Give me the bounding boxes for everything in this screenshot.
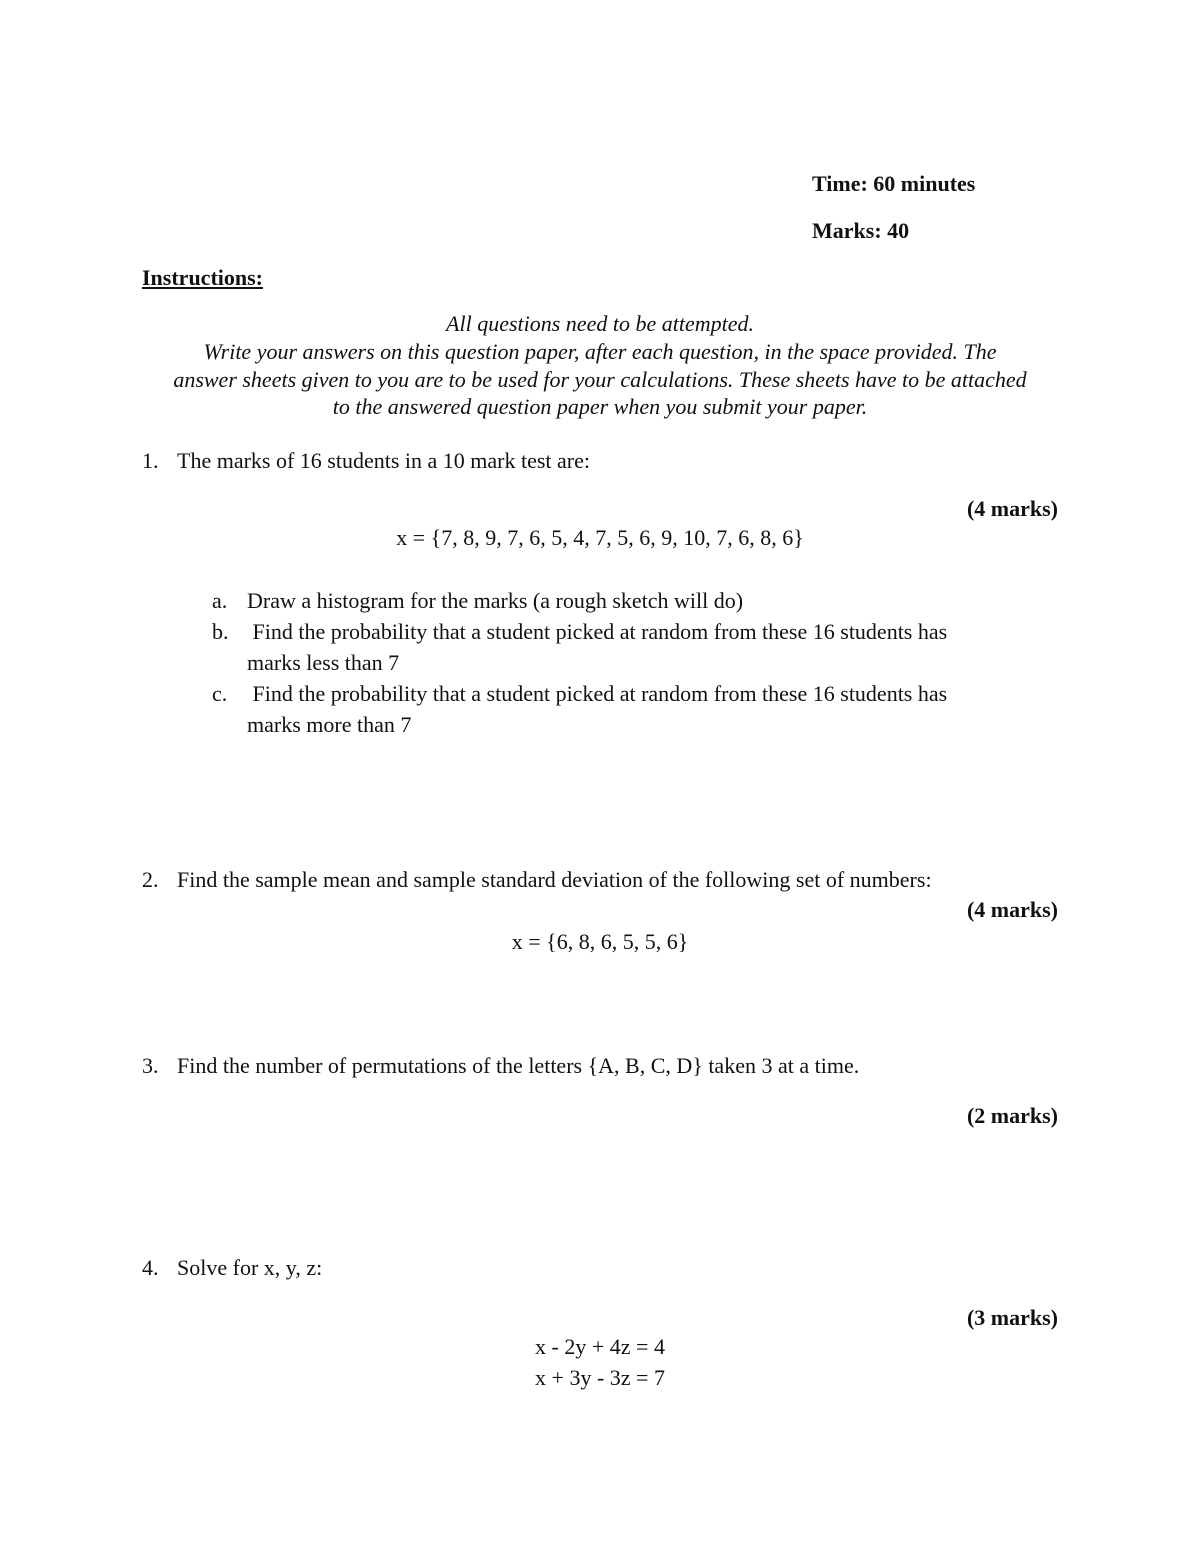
question-1-part-a-text: Draw a histogram for the marks (a rough sketch will do)	[247, 588, 744, 613]
question-4-equation-2: x + 3y - 3z = 7	[535, 1365, 665, 1390]
question-4-equation-1: x - 2y + 4z = 4	[535, 1334, 665, 1359]
instructions-heading: Instructions:	[142, 265, 264, 290]
question-1-part-a-letter: a.	[212, 588, 228, 613]
instruction-line: answer sheets given to you are to be used for your calculations. These sheets have to be attached	[173, 367, 1027, 392]
question-3-marks: (2 marks)	[966, 1103, 1058, 1128]
question-3-text: Find the number of permutations of the letters {A, B, C, D} taken 3 at a time.	[177, 1053, 860, 1078]
question-1-part-c-text-cont: marks more than 7	[247, 712, 412, 737]
time-label: Time: 60 minutes	[812, 171, 976, 196]
total-marks-label: Marks: 40	[812, 218, 910, 243]
question-1-part-c-letter: c.	[212, 681, 228, 706]
question-2-marks: (4 marks)	[966, 897, 1058, 922]
question-1-part-b-letter: b.	[212, 619, 229, 644]
question-1-formula: x = {7, 8, 9, 7, 6, 5, 4, 7, 5, 6, 9, 10, 7, 6, 8, 6}	[396, 525, 804, 550]
question-1-part-b-text-cont: marks less than 7	[247, 650, 400, 675]
question-4-text: Solve for x, y, z:	[177, 1255, 323, 1280]
instruction-line: to the answered question paper when you submit your paper.	[332, 394, 868, 419]
question-1-marks: (4 marks)	[966, 496, 1058, 521]
instruction-line: All questions need to be attempted.	[446, 311, 754, 336]
question-2-formula: x = {6, 8, 6, 5, 5, 6}	[511, 929, 689, 954]
question-1-text: The marks of 16 students in a 10 mark test are:	[177, 448, 591, 473]
question-1-number: 1.	[142, 448, 159, 473]
question-4-number: 4.	[142, 1255, 159, 1280]
question-2-text: Find the sample mean and sample standard deviation of the following set of numbers:	[177, 867, 932, 892]
instruction-line: Write your answers on this question paper, after each question, in the space provided. The	[203, 339, 997, 364]
question-1-part-c-text: Find the probability that a student picked at random from these 16 students has	[247, 681, 948, 706]
question-1-part-b-text: Find the probability that a student picked at random from these 16 students has	[247, 619, 948, 644]
question-3-number: 3.	[142, 1053, 159, 1078]
question-2-number: 2.	[142, 867, 159, 892]
question-4-marks: (3 marks)	[966, 1305, 1058, 1330]
